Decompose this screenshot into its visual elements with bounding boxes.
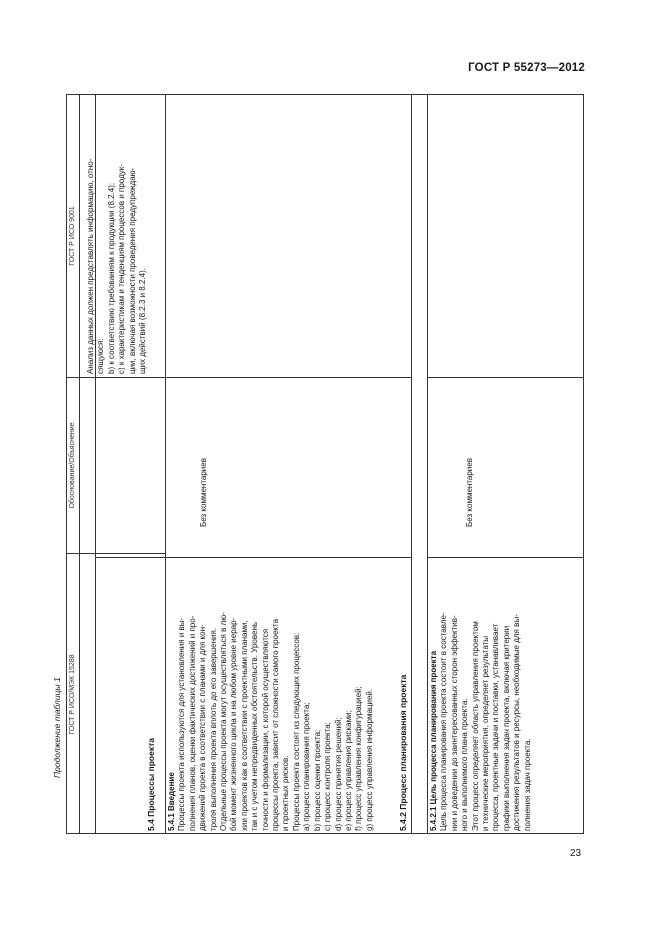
column-divider xyxy=(427,377,583,378)
continuation-label: Продолжение таблицы 1 xyxy=(52,677,62,778)
column-divider xyxy=(67,377,411,378)
data-table xyxy=(66,94,584,834)
section-title-5-4: 5.4 Процессы проекта xyxy=(146,738,156,831)
text-line: и технические мероприятия, определяет результаты xyxy=(481,635,491,831)
text-line: троля выполнения проекта вплоть до его завершения. xyxy=(208,627,218,831)
text-line: щих действий (8.2.3 и 8.2.4). xyxy=(138,268,148,374)
text-line: сящуюся: xyxy=(96,338,106,374)
text-line: Этот процесс определяет область управления проектом xyxy=(470,621,480,831)
text-line: хии проектов как в соответствии с проектными планами, xyxy=(239,620,249,831)
section-title-5-4-2: 5.4.2 Процесс планирования проекта xyxy=(398,674,408,831)
comment-5-4-1: Без комментариев xyxy=(199,458,208,527)
iso9001-text xyxy=(86,100,152,374)
list-item: e) процесс управления рисками; xyxy=(343,710,353,831)
section-5-4-2-1-text xyxy=(429,561,537,831)
text-line: Анализ данных должен представлять информацию, отно- xyxy=(86,158,95,374)
text-line: достижения результатов и ресурсы, необходимые для вы- xyxy=(512,614,522,831)
text-line: ции, включая возможности проведения предупреждаю- xyxy=(127,167,137,374)
text-line: Процессы проекта используются для установления и вы- xyxy=(177,617,187,831)
text-line: точности и формализации, с которой осуществляются xyxy=(260,628,270,831)
table-row-divider xyxy=(411,95,412,833)
column-divider xyxy=(165,557,411,558)
column-header-iso15288: ГОСТ Р ИСО/МЭК 15288 xyxy=(69,654,76,735)
text-line: процессы проекта, зависит от сложности самого проекта xyxy=(271,618,281,831)
text-line: Отдельные процессы проекта могут осуществляться в лю- xyxy=(219,612,229,831)
list-item: c) процесс контроля проекта; xyxy=(323,722,333,831)
table-header-divider xyxy=(79,95,80,833)
comment-5-4-2-1: Без комментариев xyxy=(465,458,474,527)
table-row-divider xyxy=(427,95,428,833)
text-line: Цель процесса планирования проекта состоит в составле- xyxy=(439,612,449,831)
text-line: и проектных рисков. xyxy=(281,755,291,831)
standard-number: ГОСТ Р 55273—2012 xyxy=(468,62,585,74)
text-line: бой момент жизненного цикла и на любом уровне иерар- xyxy=(229,617,239,831)
list-item: b) процесс оценки проекта; xyxy=(312,729,322,831)
text-line: b) к соответствию требованиям к продукции (8.2.4); xyxy=(106,182,116,374)
text-line: ного и выполнимого плана проекта. xyxy=(460,698,470,831)
list-item: d) процесс принятия решений; xyxy=(333,717,343,831)
section-heading-5-4-2-1: 5.4.2.1 Цель процесса планирования проекта xyxy=(429,650,438,831)
section-heading-5-4-1: 5.4.1 Введение xyxy=(167,772,176,831)
page-number: 23 xyxy=(570,848,582,859)
column-divider xyxy=(95,557,165,558)
text-line: Процессы проекта состоят из следующих процессов: xyxy=(291,632,301,831)
section-5-4-1-text xyxy=(167,561,383,831)
text-line: c) к характеристикам и тенденциям процессов и продук- xyxy=(117,164,127,374)
text-line: полнения планов, оценки фактических достижений и про- xyxy=(187,615,197,831)
text-line: процесса, проектные задачи и поставки, устанавливает xyxy=(491,623,501,831)
column-divider xyxy=(67,553,165,554)
column-header-justification: Обоснование/Объяснение xyxy=(69,422,76,509)
text-line: графики выполнения задач проекта, включая критерии xyxy=(501,625,511,831)
column-header-iso9001: ГОСТ Р ИСО 9001 xyxy=(69,206,76,266)
text-line: нии и доведении до заинтересованных сторон эффектив- xyxy=(449,615,459,831)
table-row-divider xyxy=(165,95,166,833)
list-item: а) процесс планирования проекта; xyxy=(302,702,312,831)
list-item: g) процесс управления информацией. xyxy=(364,688,374,831)
text-line: движений проекта в соответствии с планами и для кон- xyxy=(198,624,208,831)
text-line: полнения задач проекта. xyxy=(522,738,532,831)
text-line: так и с учетом непредвиденных обстоятельств. Уровень xyxy=(250,621,260,831)
list-item: f) процесс управления конфигурацией; xyxy=(354,686,364,831)
column-divider xyxy=(427,557,583,558)
